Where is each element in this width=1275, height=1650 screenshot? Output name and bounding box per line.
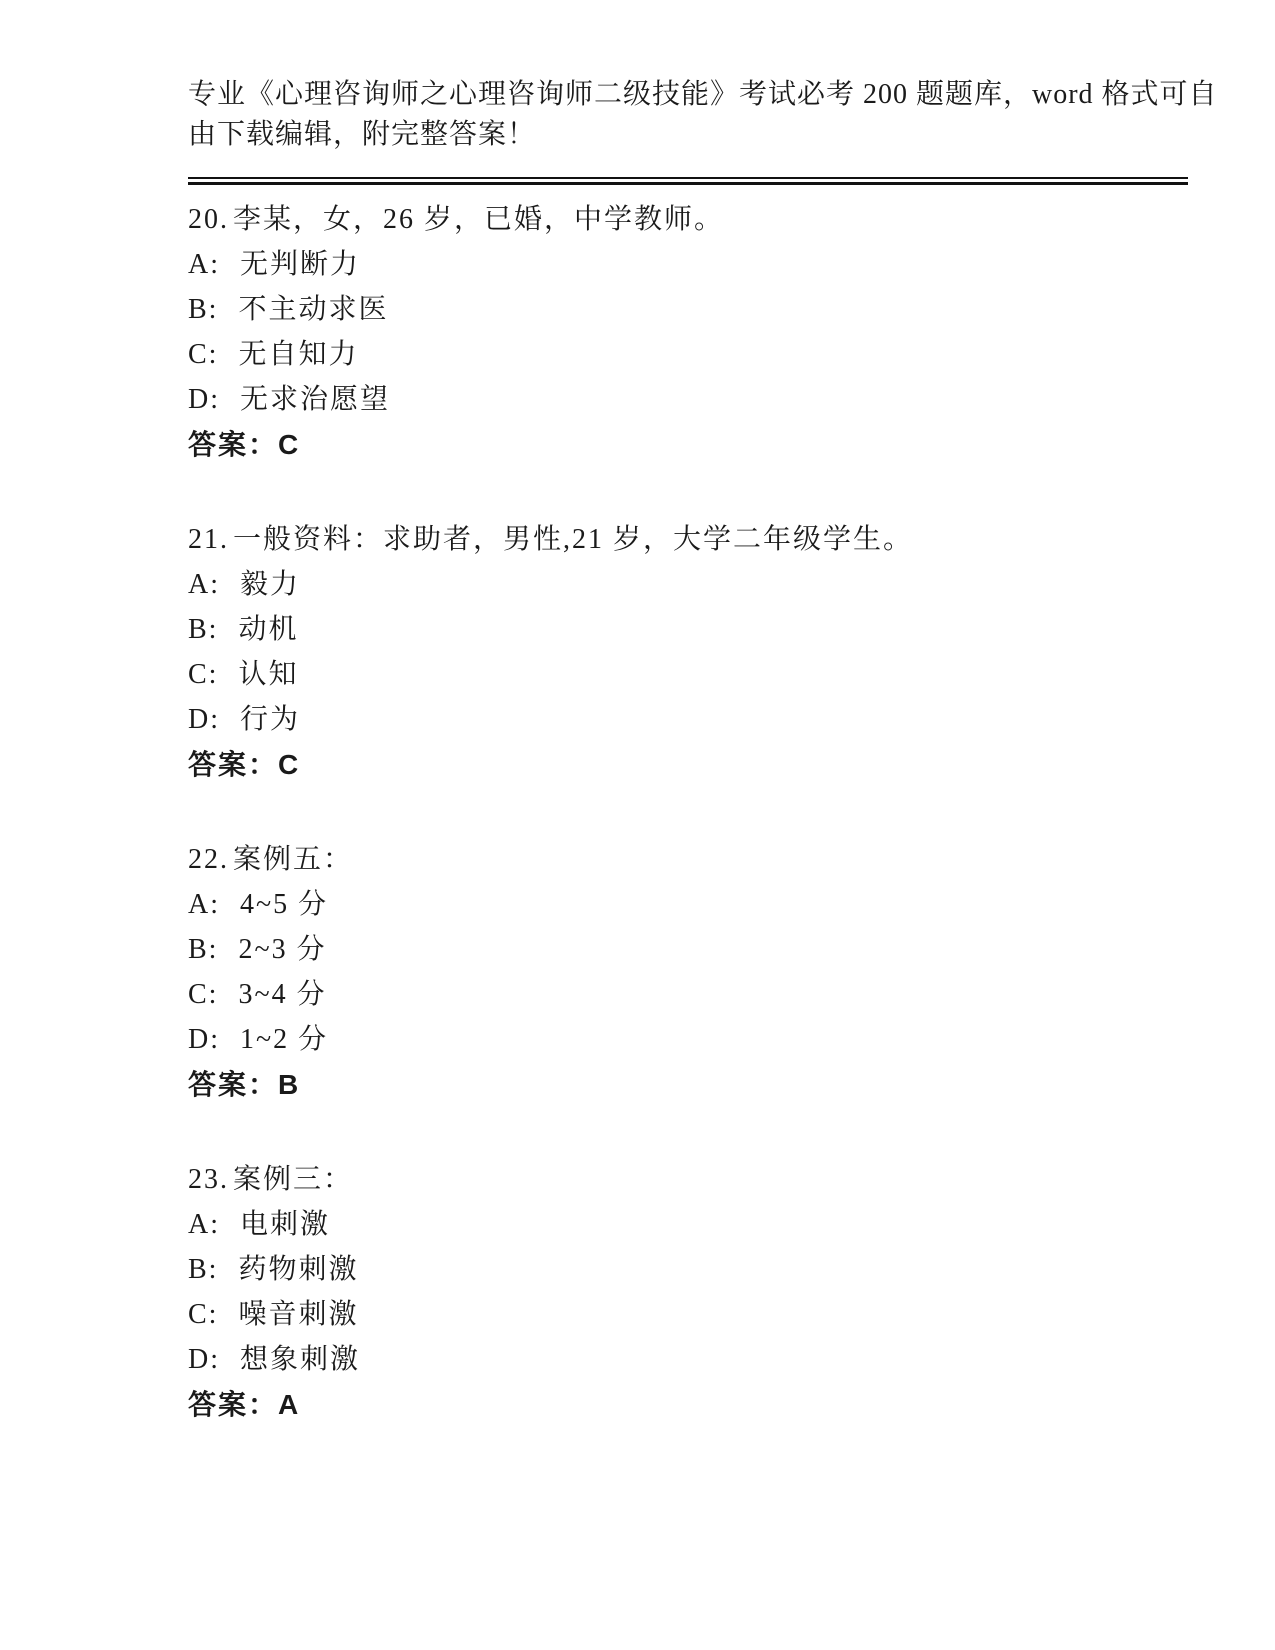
option-text: 无判断力 [240,249,361,280]
option-row-a [188,242,1188,287]
option-row-b [188,1247,1188,1292]
option-text: 4~5 分 [240,889,329,920]
option-text: 毅力 [240,569,301,600]
header-line-1: 专业《心理咨询师之心理咨询师二级技能》考试必考 200 题题库，word 格式可自 [188,79,1218,110]
option-row-a [188,882,1188,927]
option-row-b [188,607,1188,652]
option-row-c [188,1292,1188,1337]
answer-value: C [278,749,301,780]
header-line-2: 由下载编辑，附完整答案！ [188,119,537,150]
option-text: 无求治愿望 [240,384,391,415]
answer-value: A [278,1389,301,1420]
option-key: D: [188,1344,220,1375]
question-stem: 案例三： [233,1164,354,1195]
option-key: B: [188,1254,219,1285]
answer-row [188,1062,1188,1107]
option-key: A: [188,249,220,280]
question-stem-row [188,197,1188,242]
option-row-d [188,1017,1188,1062]
option-key: D: [188,384,220,415]
option-row-b [188,287,1188,332]
option-text: 噪音刺激 [238,1299,359,1330]
option-key: A: [188,889,220,920]
question-stem-row [188,517,1188,562]
double-rule-divider [188,177,1188,185]
option-text: 行为 [240,704,301,735]
answer-row [188,422,1188,467]
option-row-b [188,927,1188,972]
answer-value: C [278,429,301,460]
option-text: 不主动求医 [238,294,389,325]
option-row-d [188,1337,1188,1382]
option-key: D: [188,704,220,735]
option-text: 电刺激 [240,1209,331,1240]
question-block [188,837,1188,1107]
page-content [188,75,1218,1477]
option-row-c [188,972,1188,1017]
question-number: 23. [188,1164,229,1195]
option-key: C: [188,979,219,1010]
option-text: 想象刺激 [240,1344,361,1375]
option-row-d [188,377,1188,422]
question-block [188,197,1188,467]
option-key: A: [188,569,220,600]
document-header [188,75,1218,155]
option-text: 药物刺激 [238,1254,359,1285]
question-stem: 一般资料：求助者，男性,21 岁，大学二年级学生。 [233,524,914,555]
question-number: 22. [188,844,229,875]
option-key: B: [188,614,219,645]
option-key: C: [188,659,219,690]
option-text: 3~4 分 [238,979,327,1010]
option-text: 动机 [238,614,299,645]
answer-label: 答案： [188,429,279,460]
question-block [188,517,1188,787]
option-text: 2~3 分 [238,934,327,965]
question-stem: 李某，女，26 岁，已婚，中学教师。 [233,204,725,235]
answer-label: 答案： [188,1389,279,1420]
option-key: C: [188,1299,219,1330]
question-list [188,185,1188,1427]
answer-label: 答案： [188,1069,279,1100]
option-row-a [188,1202,1188,1247]
question-stem-row [188,837,1188,882]
question-number: 21. [188,524,229,555]
question-number: 20. [188,204,229,235]
option-row-a [188,562,1188,607]
option-text: 认知 [238,659,299,690]
answer-row [188,742,1188,787]
answer-value: B [278,1069,301,1100]
question-block [188,1157,1188,1427]
question-stem: 案例五： [233,844,354,875]
option-key: B: [188,934,219,965]
answer-label: 答案： [188,749,279,780]
answer-row [188,1382,1188,1427]
option-text: 1~2 分 [240,1024,329,1055]
option-row-d [188,697,1188,742]
option-key: D: [188,1024,220,1055]
option-row-c [188,332,1188,377]
option-key: A: [188,1209,220,1240]
option-text: 无自知力 [238,339,359,370]
option-key: C: [188,339,219,370]
option-row-c [188,652,1188,697]
option-key: B: [188,294,219,325]
question-stem-row [188,1157,1188,1202]
